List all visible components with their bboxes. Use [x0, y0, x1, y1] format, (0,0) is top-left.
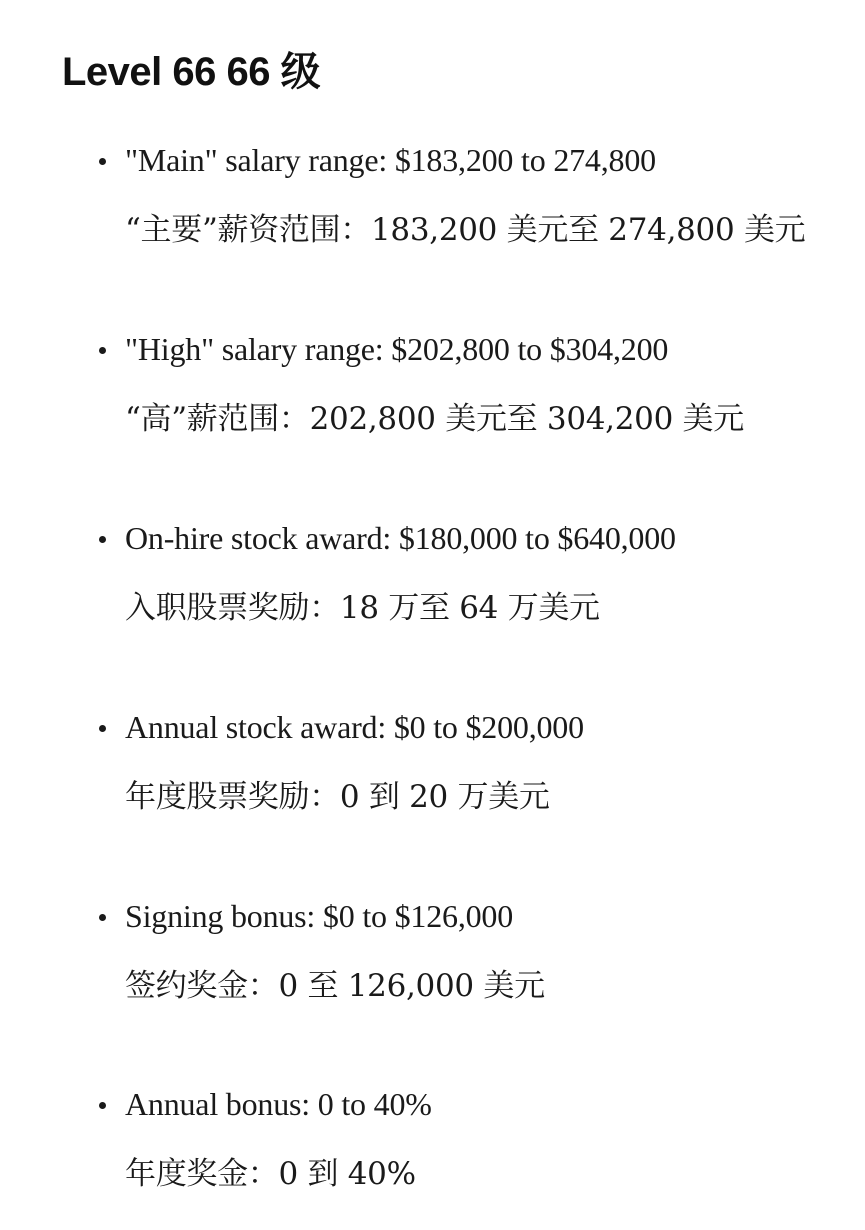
list-item-on-hire-stock [0, 514, 865, 664]
list-item-signing-bonus [0, 892, 865, 1042]
item-chinese-text: “主要”薪资范围：183,200 美元至 274,800 美元 [125, 212, 806, 248]
list-item-main-salary [0, 136, 865, 286]
list-item-annual-stock [0, 703, 865, 853]
bullet-icon [99, 914, 106, 921]
item-chinese-text: “高”薪范围：202,800 美元至 304,200 美元 [125, 401, 744, 437]
bullet-icon [99, 347, 106, 354]
bullet-icon [99, 1102, 106, 1109]
item-english-text: Annual bonus: 0 to 40% [125, 1086, 432, 1122]
item-english-text: Signing bonus: $0 to $126,000 [125, 898, 514, 934]
list-item-high-salary [0, 325, 865, 475]
item-chinese-text: 入职股票奖励：18 万至 64 万美元 [125, 590, 600, 626]
item-chinese-text: 签约奖金：0 至 126,000 美元 [125, 968, 545, 1004]
item-chinese-text: 年度奖金：0 到 40% [125, 1156, 416, 1192]
item-english-text: "High" salary range: $202,800 to $304,200 [125, 331, 669, 367]
item-english-text: On-hire stock award: $180,000 to $640,000 [125, 520, 676, 556]
item-english-text: Annual stock award: $0 to $200,000 [125, 709, 584, 745]
level-heading: Level 66 66 级 [62, 50, 321, 94]
item-chinese-text: 年度股票奖励：0 到 20 万美元 [125, 779, 550, 815]
list-item-annual-bonus [0, 1080, 865, 1230]
bullet-icon [99, 725, 106, 732]
bullet-icon [99, 158, 106, 165]
bullet-icon [99, 536, 106, 543]
item-english-text: "Main" salary range: $183,200 to 274,800 [125, 142, 656, 178]
